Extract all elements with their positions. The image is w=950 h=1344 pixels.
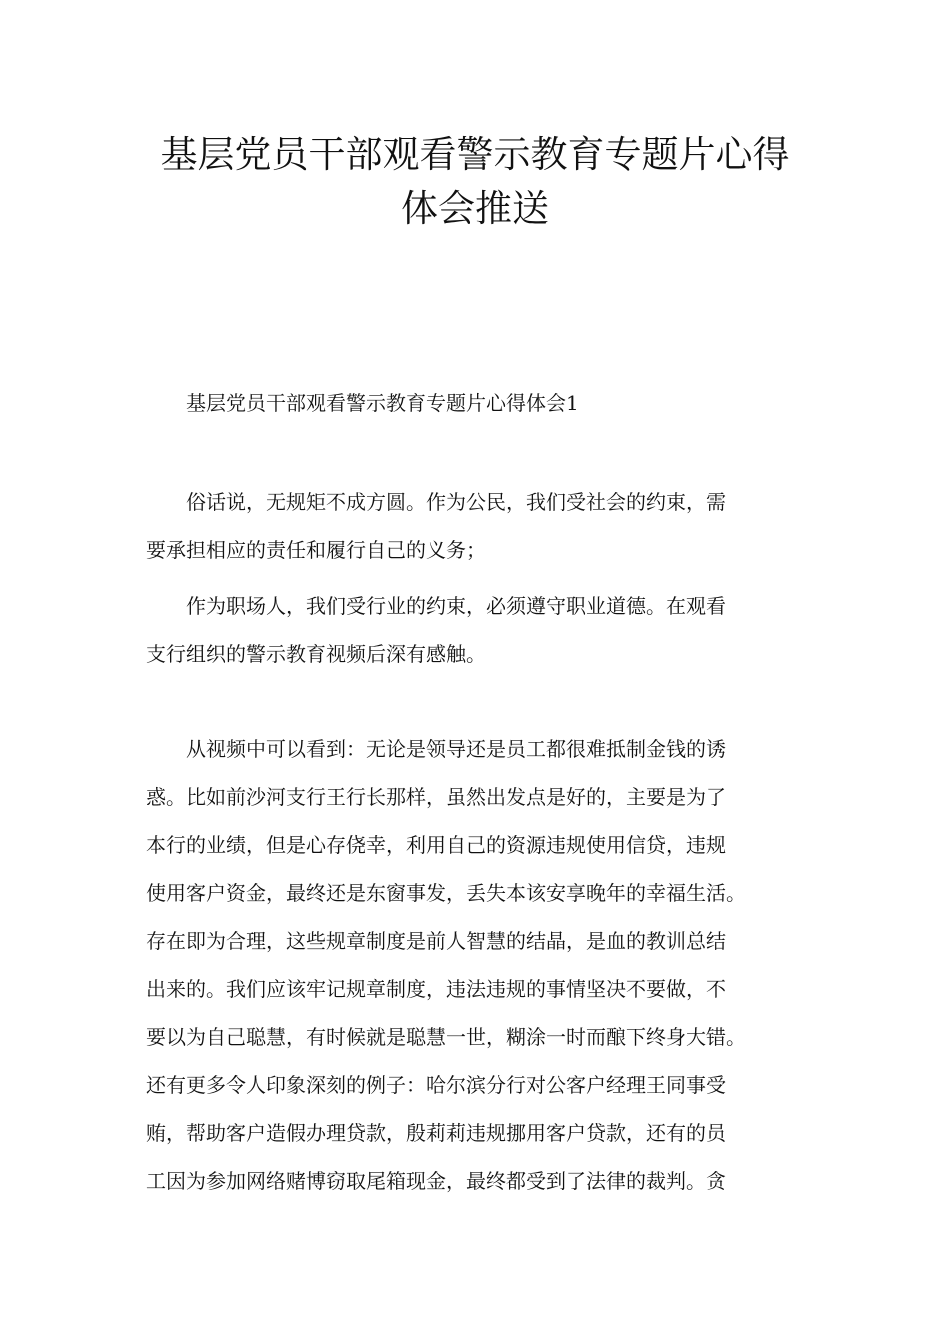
paragraph-1 (146, 478, 810, 574)
text-line: 俗话说，无规矩不成方圆。作为公民，我们受社会的约束，需 (146, 490, 726, 514)
text-line: 还有更多令人印象深刻的例子：哈尔滨分行对公客户经理王同事受 (146, 1073, 726, 1097)
text-line: 出来的。我们应该牢记规章制度，违法违规的事情坚决不要做，不 (146, 977, 726, 1001)
paragraph-2 (146, 582, 810, 678)
section-heading-text: 基层党员干部观看警示教育专题片心得体会1 (146, 391, 579, 415)
text-line: 要以为自己聪慧，有时候就是聪慧一世，糊涂一时而酿下终身大错。 (146, 1025, 746, 1049)
text-line: 作为职场人，我们受行业的约束，必须遵守职业道德。在观看 (146, 594, 726, 618)
text-line: 贿，帮助客户造假办理贷款，殷莉莉违规挪用客户贷款，还有的员 (146, 1121, 726, 1145)
text-line: 本行的业绩，但是心存侥幸，利用自己的资源违规使用信贷，违规 (146, 833, 726, 857)
title-line: 体会推送 (401, 187, 549, 230)
paragraph-3 (146, 725, 810, 1205)
title-line: 基层党员干部观看警示教育专题片心得 (160, 133, 790, 176)
text-line: 支行组织的警示教育视频后深有感触。 (146, 642, 486, 666)
text-line: 惑。比如前沙河支行王行长那样，虽然出发点是好的，主要是为了 (146, 785, 726, 809)
text-line: 使用客户资金，最终还是东窗事发，丢失本该安享晚年的幸福生活。 (146, 881, 746, 905)
text-line: 从视频中可以看到：无论是领导还是员工都很难抵制金钱的诱 (146, 737, 726, 761)
text-line: 要承担相应的责任和履行自己的义务； (146, 538, 486, 562)
document-title (100, 128, 850, 236)
text-line: 工因为参加网络赌博窃取尾箱现金，最终都受到了法律的裁判。贪 (146, 1169, 726, 1193)
text-line: 存在即为合理，这些规章制度是前人智慧的结晶，是血的教训总结 (146, 929, 726, 953)
section-heading (146, 379, 810, 427)
